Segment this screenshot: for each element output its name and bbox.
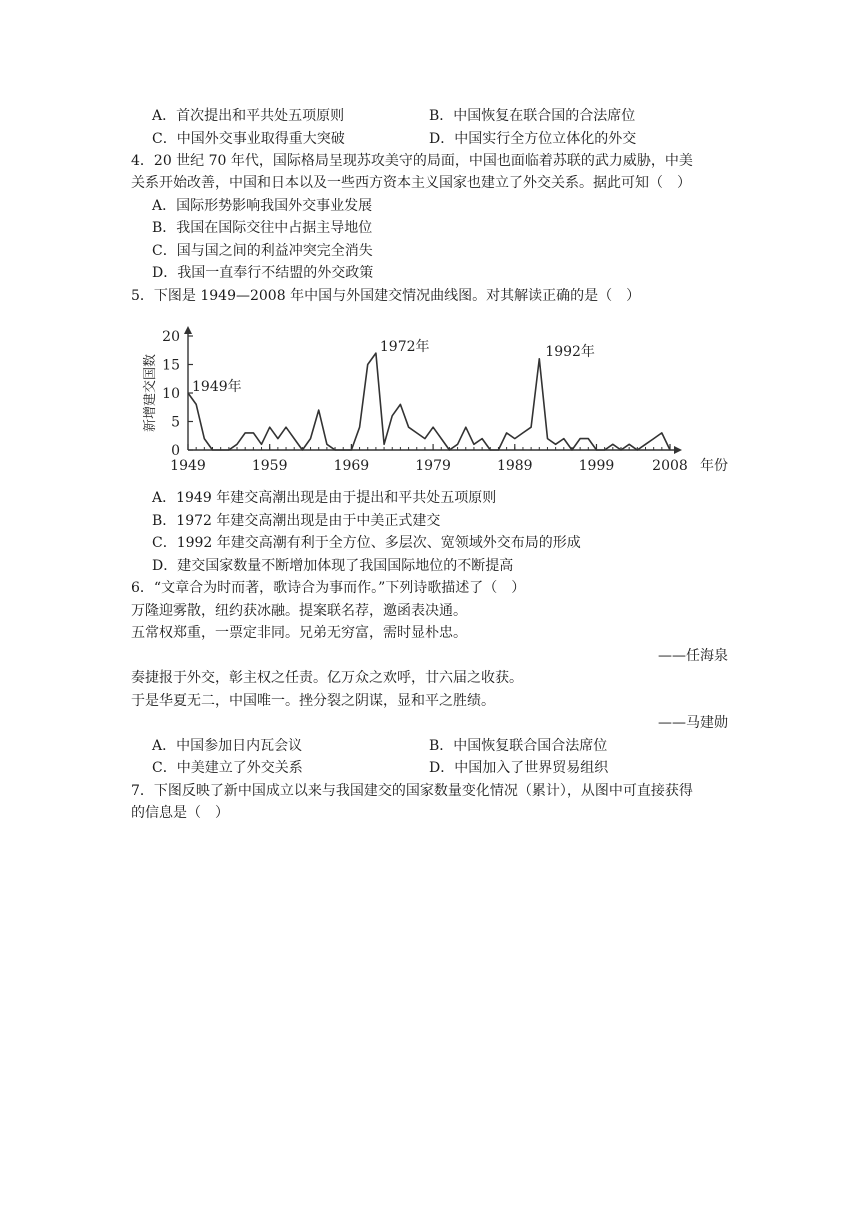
q3-option-a: A．首次提出和平共处五项原则	[152, 108, 345, 124]
chart-y-axis-label: 新增建交国数	[143, 353, 158, 433]
x-tick-label: 1959	[251, 458, 288, 474]
q6-poem1-line1: 万隆迎雾散，纽约获冰融。提案联名荐，邀函表决通。	[131, 603, 467, 619]
q6-option-c: C．中美建立了外交关系	[152, 760, 303, 776]
q4-stem-line2: 关系开始改善，中国和日本以及一些西方资本主义国家也建立了外交关系。据此可知（ ）	[131, 175, 691, 191]
y-tick-label: 0	[171, 443, 180, 459]
peak-annotation: 1972年	[379, 339, 430, 356]
q6-stem: 6．“文章合为时而著，歌诗合为事而作。”下列诗歌描述了（ ）	[131, 580, 526, 596]
peak-annotation: 1949年	[192, 379, 242, 395]
x-tick-label: 2008	[652, 458, 688, 474]
q5-option-b: B．1972 年建交高潮出现是由于中美正式建交	[152, 513, 441, 529]
q3-option-c: C．中国外交事业取得重大突破	[152, 131, 345, 147]
diplomatic-relations-line-chart	[140, 320, 740, 480]
q6-poem2-line1: 奏捷报于外交，彰主权之任责。亿万众之欢呼，廿六届之收获。	[131, 670, 523, 686]
peak-annotation: 1992年	[545, 343, 595, 360]
q4-option-c: C．国与国之间的利益冲突完全消失	[152, 243, 373, 259]
q6-option-b: B．中国恢复联合国合法席位	[429, 738, 608, 754]
y-tick-label: 5	[171, 414, 180, 431]
x-tick-label: 1949	[170, 458, 206, 474]
q6-option-a: A．中国参加日内瓦会议	[152, 738, 303, 754]
q6-poem2-line2: 于是华夏无二，中国唯一。挫分裂之阴谋，显和平之胜绩。	[131, 693, 495, 709]
x-axis-arrow	[674, 446, 682, 454]
x-tick-label: 1969	[333, 458, 370, 474]
x-tick-label: 1979	[415, 458, 451, 474]
chart-x-ticks	[170, 444, 688, 474]
q3-option-b: B．中国恢复在联合国的合法席位	[429, 108, 636, 124]
q4-option-a: A．国际形势影响我国外交事业发展	[152, 198, 373, 214]
x-tick-label: 1989	[496, 458, 533, 474]
q7-stem-line1: 7．下图反映了新中国成立以来与我国建交的国家数量变化情况（累计），从图中可直接获得	[131, 783, 693, 799]
x-tick-label: 1999	[578, 458, 615, 474]
q4-option-d: D．我国一直奉行不结盟的外交政策	[152, 265, 374, 281]
y-tick-label: 15	[162, 357, 180, 374]
q3-option-d: D．中国实行全方位立体化的外交	[429, 131, 637, 147]
q5-stem: 5．下图是 1949—2008 年中国与外国建交情况曲线图。对其解读正确的是（ ）	[131, 288, 641, 304]
chart-series-line	[188, 353, 670, 450]
q4-stem-line1: 4．20 世纪 70 年代，国际格局呈现苏攻美守的局面，中国也面临着苏联的武力威胁，中美	[131, 153, 693, 169]
y-axis-arrow	[184, 326, 192, 334]
q4-option-b: B．我国在国际交往中占据主导地位	[152, 220, 373, 236]
chart-axes	[184, 326, 682, 454]
y-tick-label: 20	[162, 329, 180, 345]
y-tick-label: 10	[162, 386, 180, 402]
q6-poem2-author: ——马建勋	[658, 715, 728, 731]
q7-stem-line2: 的信息是（ ）	[131, 805, 229, 821]
q6-option-d: D．中国加入了世界贸易组织	[429, 760, 609, 776]
chart-x-axis-label: 年份	[700, 458, 728, 474]
q6-poem1-line2: 五常权郑重，一票定非同。兄弟无穷富，需时显朴忠。	[131, 625, 467, 641]
q5-option-a: A．1949 年建交高潮出现是由于提出和平共处五项原则	[152, 490, 497, 506]
q6-poem1-author: ——任海泉	[658, 648, 728, 664]
q5-option-c: C．1992 年建交高潮有利于全方位、多层次、宽领域外交布局的形成	[152, 535, 581, 551]
q5-option-d: D．建交国家数量不断增加体现了我国国际地位的不断提高	[152, 558, 514, 574]
chart-annotations	[192, 338, 595, 395]
